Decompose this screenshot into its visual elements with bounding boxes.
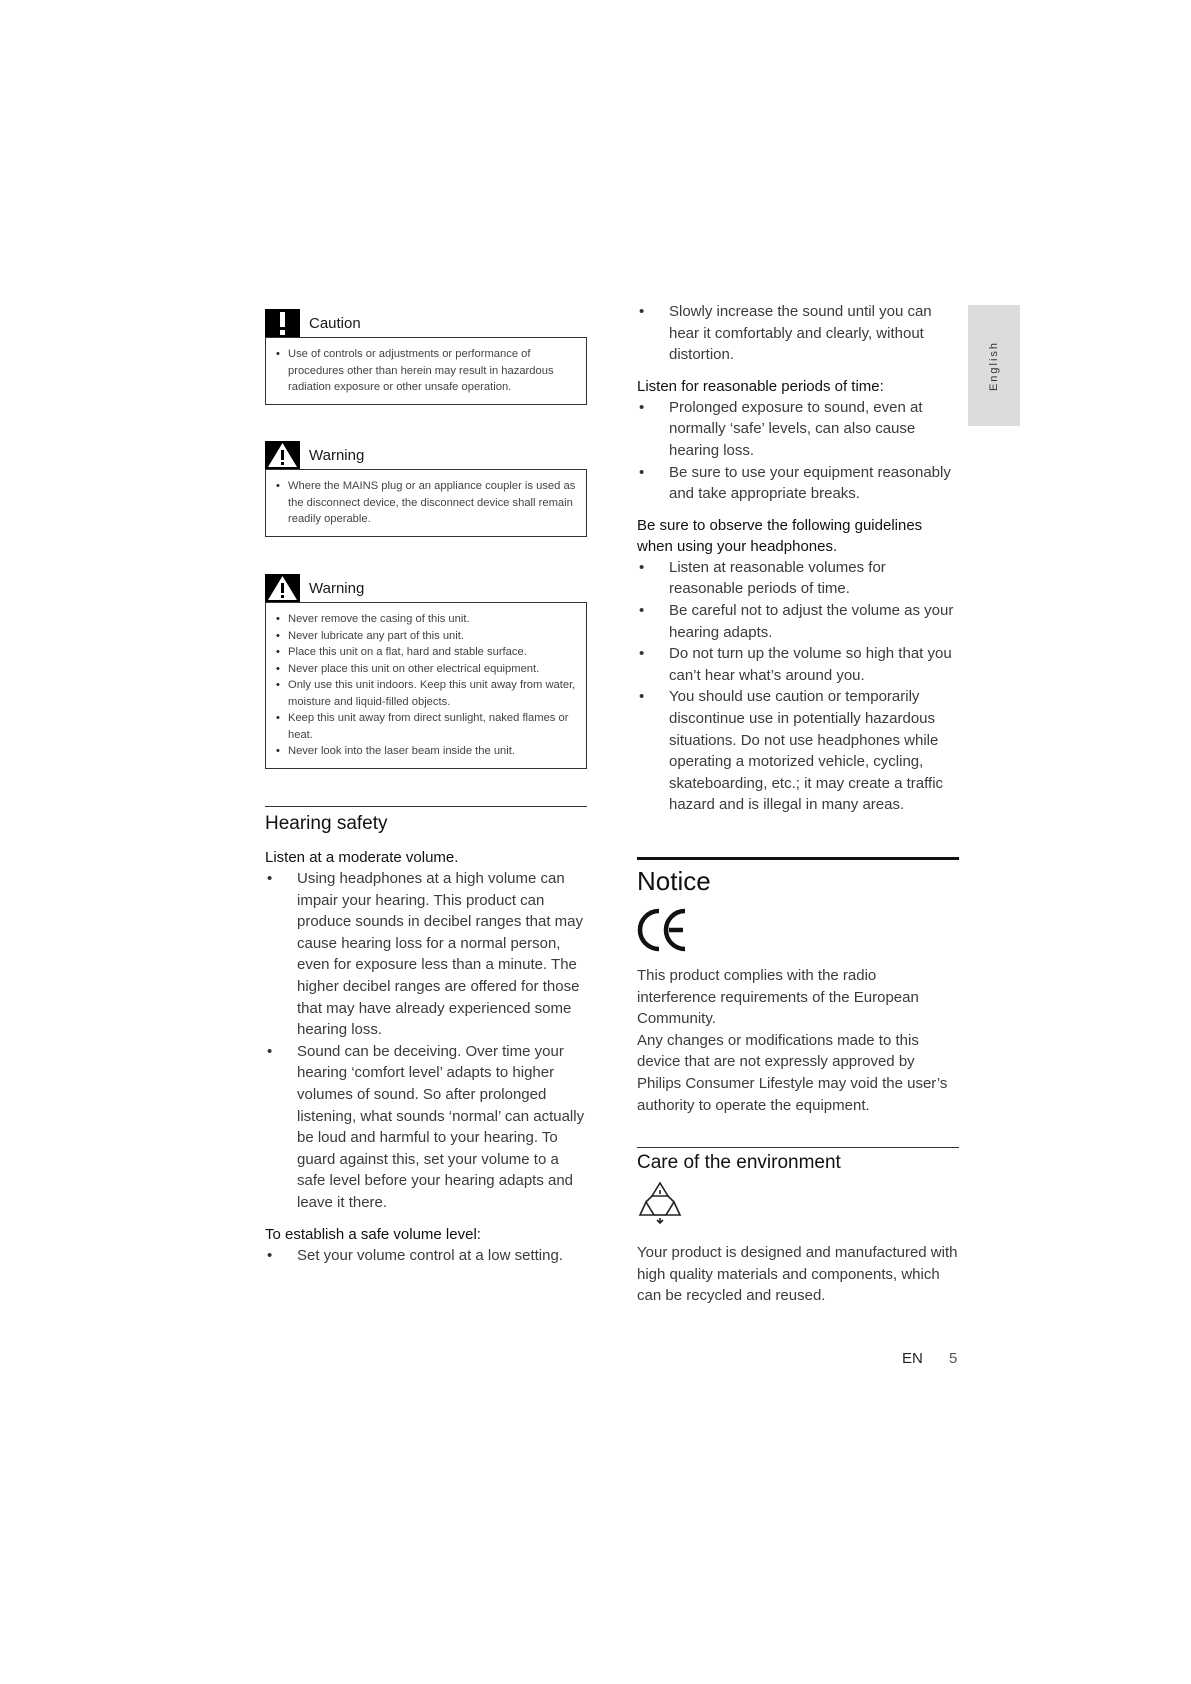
warning-body-1 bbox=[265, 469, 587, 537]
language-tab-label: English bbox=[988, 340, 1000, 391]
warning-title-2: Warning bbox=[309, 580, 365, 597]
caution-header bbox=[265, 309, 587, 337]
hearing-safety-section bbox=[265, 806, 587, 1266]
hearing-item: • Using headphones at a high volume can impair your hearing. This product can produce sounds in decibel ranges that may cause hearing loss for a normal person, even for exposure less than a minute. The higher decibel ranges are offered for those that may have already experienced some hearing loss. bbox=[265, 868, 587, 1041]
exclamation-icon bbox=[265, 309, 300, 337]
caution-body bbox=[265, 337, 587, 405]
caution-box bbox=[265, 309, 587, 405]
warning-item: • Never remove the casing of this unit. bbox=[288, 611, 578, 628]
notice-section bbox=[637, 857, 959, 1116]
warning-item: • Never lubricate any part of this unit. bbox=[288, 628, 578, 645]
ce-mark-icon bbox=[637, 907, 959, 959]
warning-item: • Place this unit on a flat, hard and stable surface. bbox=[288, 644, 578, 661]
hearing-safety-title: Hearing safety bbox=[265, 813, 388, 834]
footer-language: EN bbox=[902, 1350, 923, 1367]
hearing-item: • Set your volume control at a low setting. bbox=[265, 1245, 587, 1267]
language-tab bbox=[968, 305, 1020, 426]
warning-triangle-icon bbox=[265, 574, 300, 602]
headphones-subheading: Be sure to observe the following guidelines when using your headphones. bbox=[637, 516, 923, 555]
caution-title: Caution bbox=[309, 315, 361, 332]
warning-item: • Where the MAINS plug or an appliance coupler is used as the disconnect device, the disconnect device shall remain readily operable. bbox=[288, 478, 578, 528]
guideline-item: • Be sure to use your equipment reasonably and take appropriate breaks. bbox=[637, 462, 959, 505]
environment-divider bbox=[637, 1147, 959, 1148]
page-number: 5 bbox=[949, 1350, 958, 1367]
warning-title-1: Warning bbox=[309, 447, 365, 464]
recycle-icon bbox=[637, 1180, 959, 1228]
environment-section bbox=[637, 1147, 959, 1307]
section-divider bbox=[265, 806, 587, 807]
hearing-item: • Sound can be deceiving. Over time your hearing ‘comfort level’ adapts to higher volumes of sound. So after prolonged listening, what sounds ‘normal’ can actually be loud and harmful to your hearing. To guard against this, set your volume to a safe level before your hearing adapts and leave it there. bbox=[265, 1041, 587, 1214]
warning-box-2 bbox=[265, 574, 587, 769]
notice-title: Notice bbox=[637, 866, 711, 896]
headphone-guidelines bbox=[637, 301, 959, 816]
caution-item: • Use of controls or adjustments or performance of procedures other than herein may result in hazardous radiation exposure or other unsafe operation. bbox=[288, 346, 578, 396]
guideline-item: • Listen at reasonable volumes for reasonable periods of time. bbox=[637, 557, 959, 600]
guideline-item: • Be careful not to adjust the volume as your hearing adapts. bbox=[637, 600, 959, 643]
warning-item: • Never place this unit on other electrical equipment. bbox=[288, 661, 578, 678]
guideline-item: • Prolonged exposure to sound, even at normally ‘safe’ levels, can also cause hearing loss. bbox=[637, 397, 959, 462]
warning-item: • Never look into the laser beam inside the unit. bbox=[288, 743, 578, 760]
hearing-sub-2: To establish a safe volume level: bbox=[265, 1225, 481, 1243]
warning-header-2 bbox=[265, 574, 587, 602]
guideline-item: • Do not turn up the volume so high that you can’t hear what’s around you. bbox=[637, 643, 959, 686]
warning-item: • Keep this unit away from direct sunlight, naked flames or heat. bbox=[288, 710, 578, 743]
guideline-item: • Slowly increase the sound until you can hear it comfortably and clearly, without distortion. bbox=[637, 301, 959, 366]
warning-triangle-icon bbox=[265, 441, 300, 469]
warning-body-2 bbox=[265, 602, 587, 769]
warning-header-1 bbox=[265, 441, 587, 469]
environment-paragraph: Your product is designed and manufactured with high quality materials and components, which can be recycled and reused. bbox=[637, 1244, 958, 1305]
notice-divider bbox=[637, 857, 959, 860]
notice-paragraph-2: Any changes or modifications made to this device that are not expressly approved by Philips Consumer Lifestyle may void the user’s authority to operate the equipment. bbox=[637, 1031, 948, 1114]
notice-paragraph-1: This product complies with the radio interference requirements of the European Community. bbox=[637, 967, 919, 1028]
environment-title: Care of the environment bbox=[637, 1152, 841, 1173]
guideline-item: • You should use caution or temporarily discontinue use in potentially hazardous situations. Do not use headphones while operating a motorized vehicle, cycling, skateboarding, etc.; it may create a traffic hazard and is illegal in many areas. bbox=[637, 686, 959, 816]
hearing-sub-1: Listen at a moderate volume. bbox=[265, 849, 459, 866]
warning-item: • Only use this unit indoors. Keep this unit away from water, moisture and liquid-filled objects. bbox=[288, 677, 578, 710]
warning-box-1 bbox=[265, 441, 587, 537]
periods-subheading: Listen for reasonable periods of time: bbox=[637, 377, 884, 395]
